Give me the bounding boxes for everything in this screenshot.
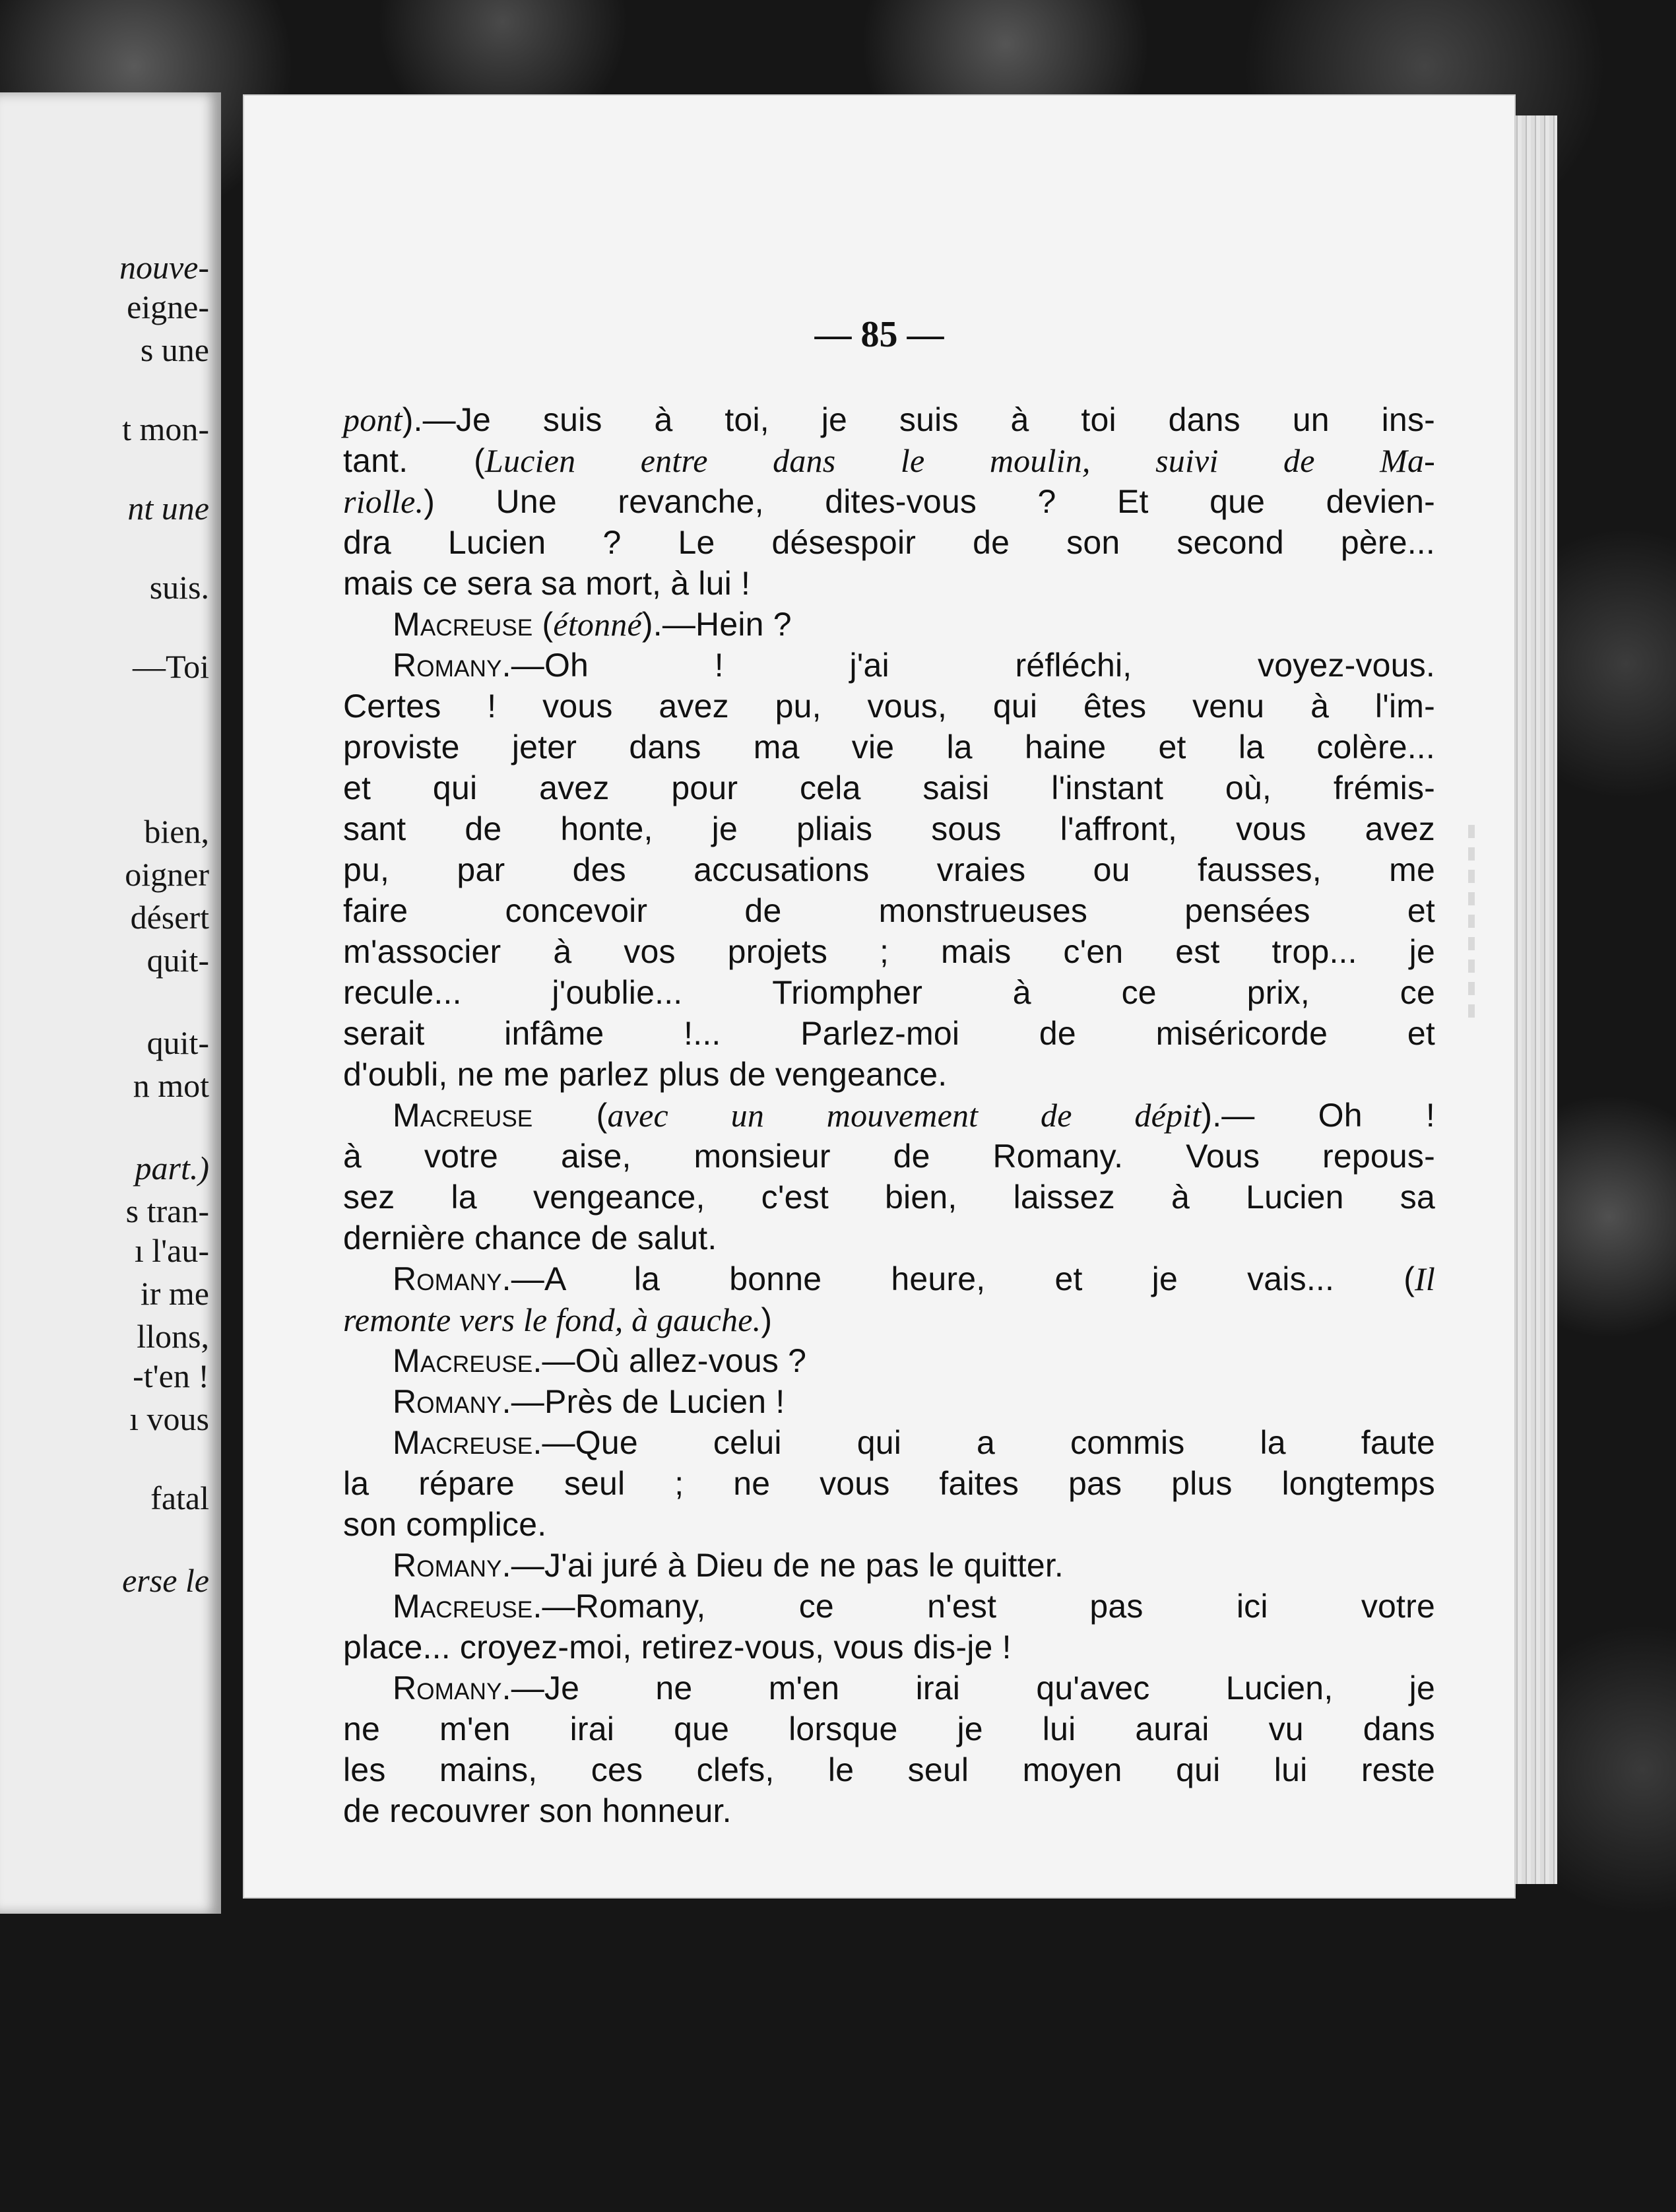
text-line bbox=[343, 1095, 1435, 1136]
text-line bbox=[343, 1545, 1435, 1586]
left-page-fragment: part.) bbox=[135, 1150, 209, 1187]
text-line bbox=[343, 1299, 1435, 1340]
text-line bbox=[343, 1668, 1435, 1708]
dialogue-text: de recouvrer son honneur. bbox=[343, 1792, 732, 1829]
play-text bbox=[343, 399, 1435, 1831]
left-page-fragment: s une bbox=[140, 331, 209, 368]
dialogue-text: et qui avez pour cela saisi l'instant où, frémis- bbox=[343, 769, 1435, 806]
text-line bbox=[343, 727, 1435, 767]
left-page-fragment: -t'en ! bbox=[133, 1357, 209, 1394]
text-line bbox=[343, 849, 1435, 890]
left-page-fragment: s tran- bbox=[125, 1192, 209, 1229]
text-line bbox=[343, 1749, 1435, 1790]
speaker-name: Macreuse bbox=[393, 606, 533, 643]
left-page-fragment: ı l'au- bbox=[134, 1232, 209, 1269]
text-line bbox=[343, 686, 1435, 727]
text-line bbox=[343, 1054, 1435, 1095]
text-line bbox=[343, 1177, 1435, 1218]
left-page-fragment: quit- bbox=[146, 1024, 209, 1061]
left-page-fragment: llons, bbox=[137, 1318, 209, 1355]
speaker-name: Romany bbox=[393, 1547, 502, 1584]
left-page-fragment: bien, bbox=[144, 813, 209, 850]
left-page-fragment: nouve- bbox=[119, 249, 209, 286]
text-line bbox=[343, 1627, 1435, 1668]
text-line bbox=[343, 440, 1435, 481]
dialogue-text: mais ce sera sa mort, à lui ! bbox=[343, 565, 751, 602]
dialogue-text: serait infâme !... Parlez-moi de miséricorde et bbox=[343, 1015, 1435, 1052]
dialogue-text: m'associer à vos projets ; mais c'en est trop... je bbox=[343, 933, 1435, 970]
dialogue-text: ).—Hein ? bbox=[641, 606, 792, 643]
text-line bbox=[343, 1258, 1435, 1299]
left-page-fragment: ı vous bbox=[129, 1400, 209, 1437]
text-line bbox=[343, 1708, 1435, 1749]
dialogue-text: ( bbox=[532, 1097, 608, 1134]
text-line bbox=[343, 563, 1435, 604]
dialogue-text: son complice. bbox=[343, 1506, 547, 1543]
stage-direction: Lucien entre dans le moulin, suivi de Ma- bbox=[485, 442, 1435, 479]
dialogue-text: faire concevoir de monstrueuses pensées et bbox=[343, 892, 1435, 929]
left-page-fragment: suis. bbox=[149, 569, 209, 606]
dialogue-text: ) bbox=[761, 1301, 773, 1338]
dialogue-text: .—Que celui qui a commis la faute bbox=[532, 1424, 1435, 1461]
margin-stamp-mark bbox=[1468, 825, 1475, 1023]
text-line bbox=[343, 399, 1435, 440]
dialogue-text: ).—Je suis à toi, je suis à toi dans un ins- bbox=[402, 401, 1435, 438]
left-page-fragment: ir me bbox=[140, 1275, 209, 1312]
text-line bbox=[343, 1013, 1435, 1054]
left-page-fragment: oigner bbox=[125, 856, 209, 893]
speaker-name: Romany bbox=[393, 1260, 502, 1297]
speaker-name: Macreuse bbox=[393, 1097, 533, 1134]
dialogue-text: Certes ! vous avez pu, vous, qui êtes venu à l'im- bbox=[343, 688, 1435, 725]
text-line bbox=[343, 1136, 1435, 1177]
text-line bbox=[343, 522, 1435, 563]
text-line bbox=[343, 1422, 1435, 1463]
page-number: — 85 — bbox=[814, 314, 944, 355]
left-page-fragment: désert bbox=[130, 899, 209, 936]
dialogue-text: recule... j'oublie... Triompher à ce prix, ce bbox=[343, 974, 1435, 1011]
left-page-fragment: t mon- bbox=[122, 410, 209, 447]
text-line bbox=[343, 645, 1435, 686]
left-page-fragment: erse le bbox=[122, 1562, 209, 1599]
text-line bbox=[343, 481, 1435, 522]
text-line bbox=[343, 972, 1435, 1013]
text-line bbox=[343, 767, 1435, 808]
text-line bbox=[343, 1463, 1435, 1504]
dialogue-text: dernière chance de salut. bbox=[343, 1220, 717, 1256]
dialogue-text: ).— Oh ! bbox=[1201, 1097, 1435, 1134]
left-page-fragment: nt une bbox=[127, 490, 209, 527]
left-page-fragment: eigne- bbox=[127, 288, 209, 325]
speaker-name: Macreuse bbox=[393, 1424, 533, 1461]
stage-direction: remonte vers le fond, à gauche. bbox=[343, 1301, 761, 1338]
dialogue-text: .—J'ai juré à Dieu de ne pas le quitter. bbox=[501, 1547, 1064, 1584]
speaker-name: Romany bbox=[393, 1383, 502, 1420]
dialogue-text: ( bbox=[532, 606, 554, 643]
dialogue-text: tant. ( bbox=[343, 442, 486, 479]
speaker-name: Romany bbox=[393, 1670, 502, 1707]
dialogue-text: ne m'en irai que lorsque je lui aurai vu dans bbox=[343, 1710, 1435, 1747]
dialogue-text: .—Oh ! j'ai réfléchi, voyez-vous. bbox=[501, 647, 1435, 684]
speaker-name: Macreuse bbox=[393, 1342, 533, 1379]
stage-direction: Il bbox=[1415, 1260, 1435, 1297]
dialogue-text: ) Une revanche, dites-vous ? Et que devien- bbox=[424, 483, 1435, 520]
text-line bbox=[343, 931, 1435, 972]
text-line bbox=[343, 1340, 1435, 1381]
dialogue-text: place... croyez-moi, retirez-vous, vous dis-je ! bbox=[343, 1629, 1012, 1666]
dialogue-text: sez la vengeance, c'est bien, laissez à Lucien sa bbox=[343, 1179, 1435, 1216]
left-page-fragment: n mot bbox=[133, 1067, 209, 1104]
dialogue-text: pu, par des accusations vraies ou fausses, me bbox=[343, 851, 1435, 888]
left-page-fragment: quit- bbox=[146, 942, 209, 979]
stage-direction: pont bbox=[343, 401, 403, 438]
text-line bbox=[343, 1790, 1435, 1831]
text-line bbox=[343, 1504, 1435, 1545]
current-page bbox=[244, 96, 1514, 1897]
dialogue-text: la répare seul ; ne vous faites pas plus longtemps bbox=[343, 1465, 1435, 1502]
dialogue-text: .—A la bonne heure, et je vais... ( bbox=[501, 1260, 1415, 1297]
previous-page bbox=[0, 92, 221, 1914]
text-line bbox=[343, 604, 1435, 645]
dialogue-text: .—Près de Lucien ! bbox=[501, 1383, 785, 1420]
dialogue-text: à votre aise, monsieur de Romany. Vous repous- bbox=[343, 1138, 1435, 1175]
text-line bbox=[343, 808, 1435, 849]
text-line bbox=[343, 1586, 1435, 1627]
dialogue-text: .—Où allez-vous ? bbox=[532, 1342, 807, 1379]
speaker-name: Macreuse bbox=[393, 1588, 533, 1625]
stage-direction: étonné bbox=[553, 606, 642, 643]
stage-direction: riolle. bbox=[343, 483, 424, 520]
speaker-name: Romany bbox=[393, 647, 502, 684]
text-line bbox=[343, 1218, 1435, 1258]
dialogue-text: sant de honte, je pliais sous l'affront, vous avez bbox=[343, 810, 1435, 847]
dialogue-text: .—Romany, ce n'est pas ici votre bbox=[532, 1588, 1435, 1625]
dialogue-text: dra Lucien ? Le désespoir de son second père... bbox=[343, 524, 1435, 561]
text-line bbox=[343, 1381, 1435, 1422]
dialogue-text: les mains, ces clefs, le seul moyen qui lui reste bbox=[343, 1751, 1435, 1788]
dialogue-text: proviste jeter dans ma vie la haine et la colère... bbox=[343, 729, 1435, 765]
dialogue-text: .—Je ne m'en irai qu'avec Lucien, je bbox=[501, 1670, 1435, 1707]
left-page-fragment: fatal bbox=[150, 1480, 209, 1516]
left-page-fragment: —Toi bbox=[133, 648, 209, 685]
stage-direction: avec un mouvement de dépit bbox=[607, 1097, 1202, 1134]
text-line bbox=[343, 890, 1435, 931]
dialogue-text: d'oubli, ne me parlez plus de vengeance. bbox=[343, 1056, 948, 1093]
